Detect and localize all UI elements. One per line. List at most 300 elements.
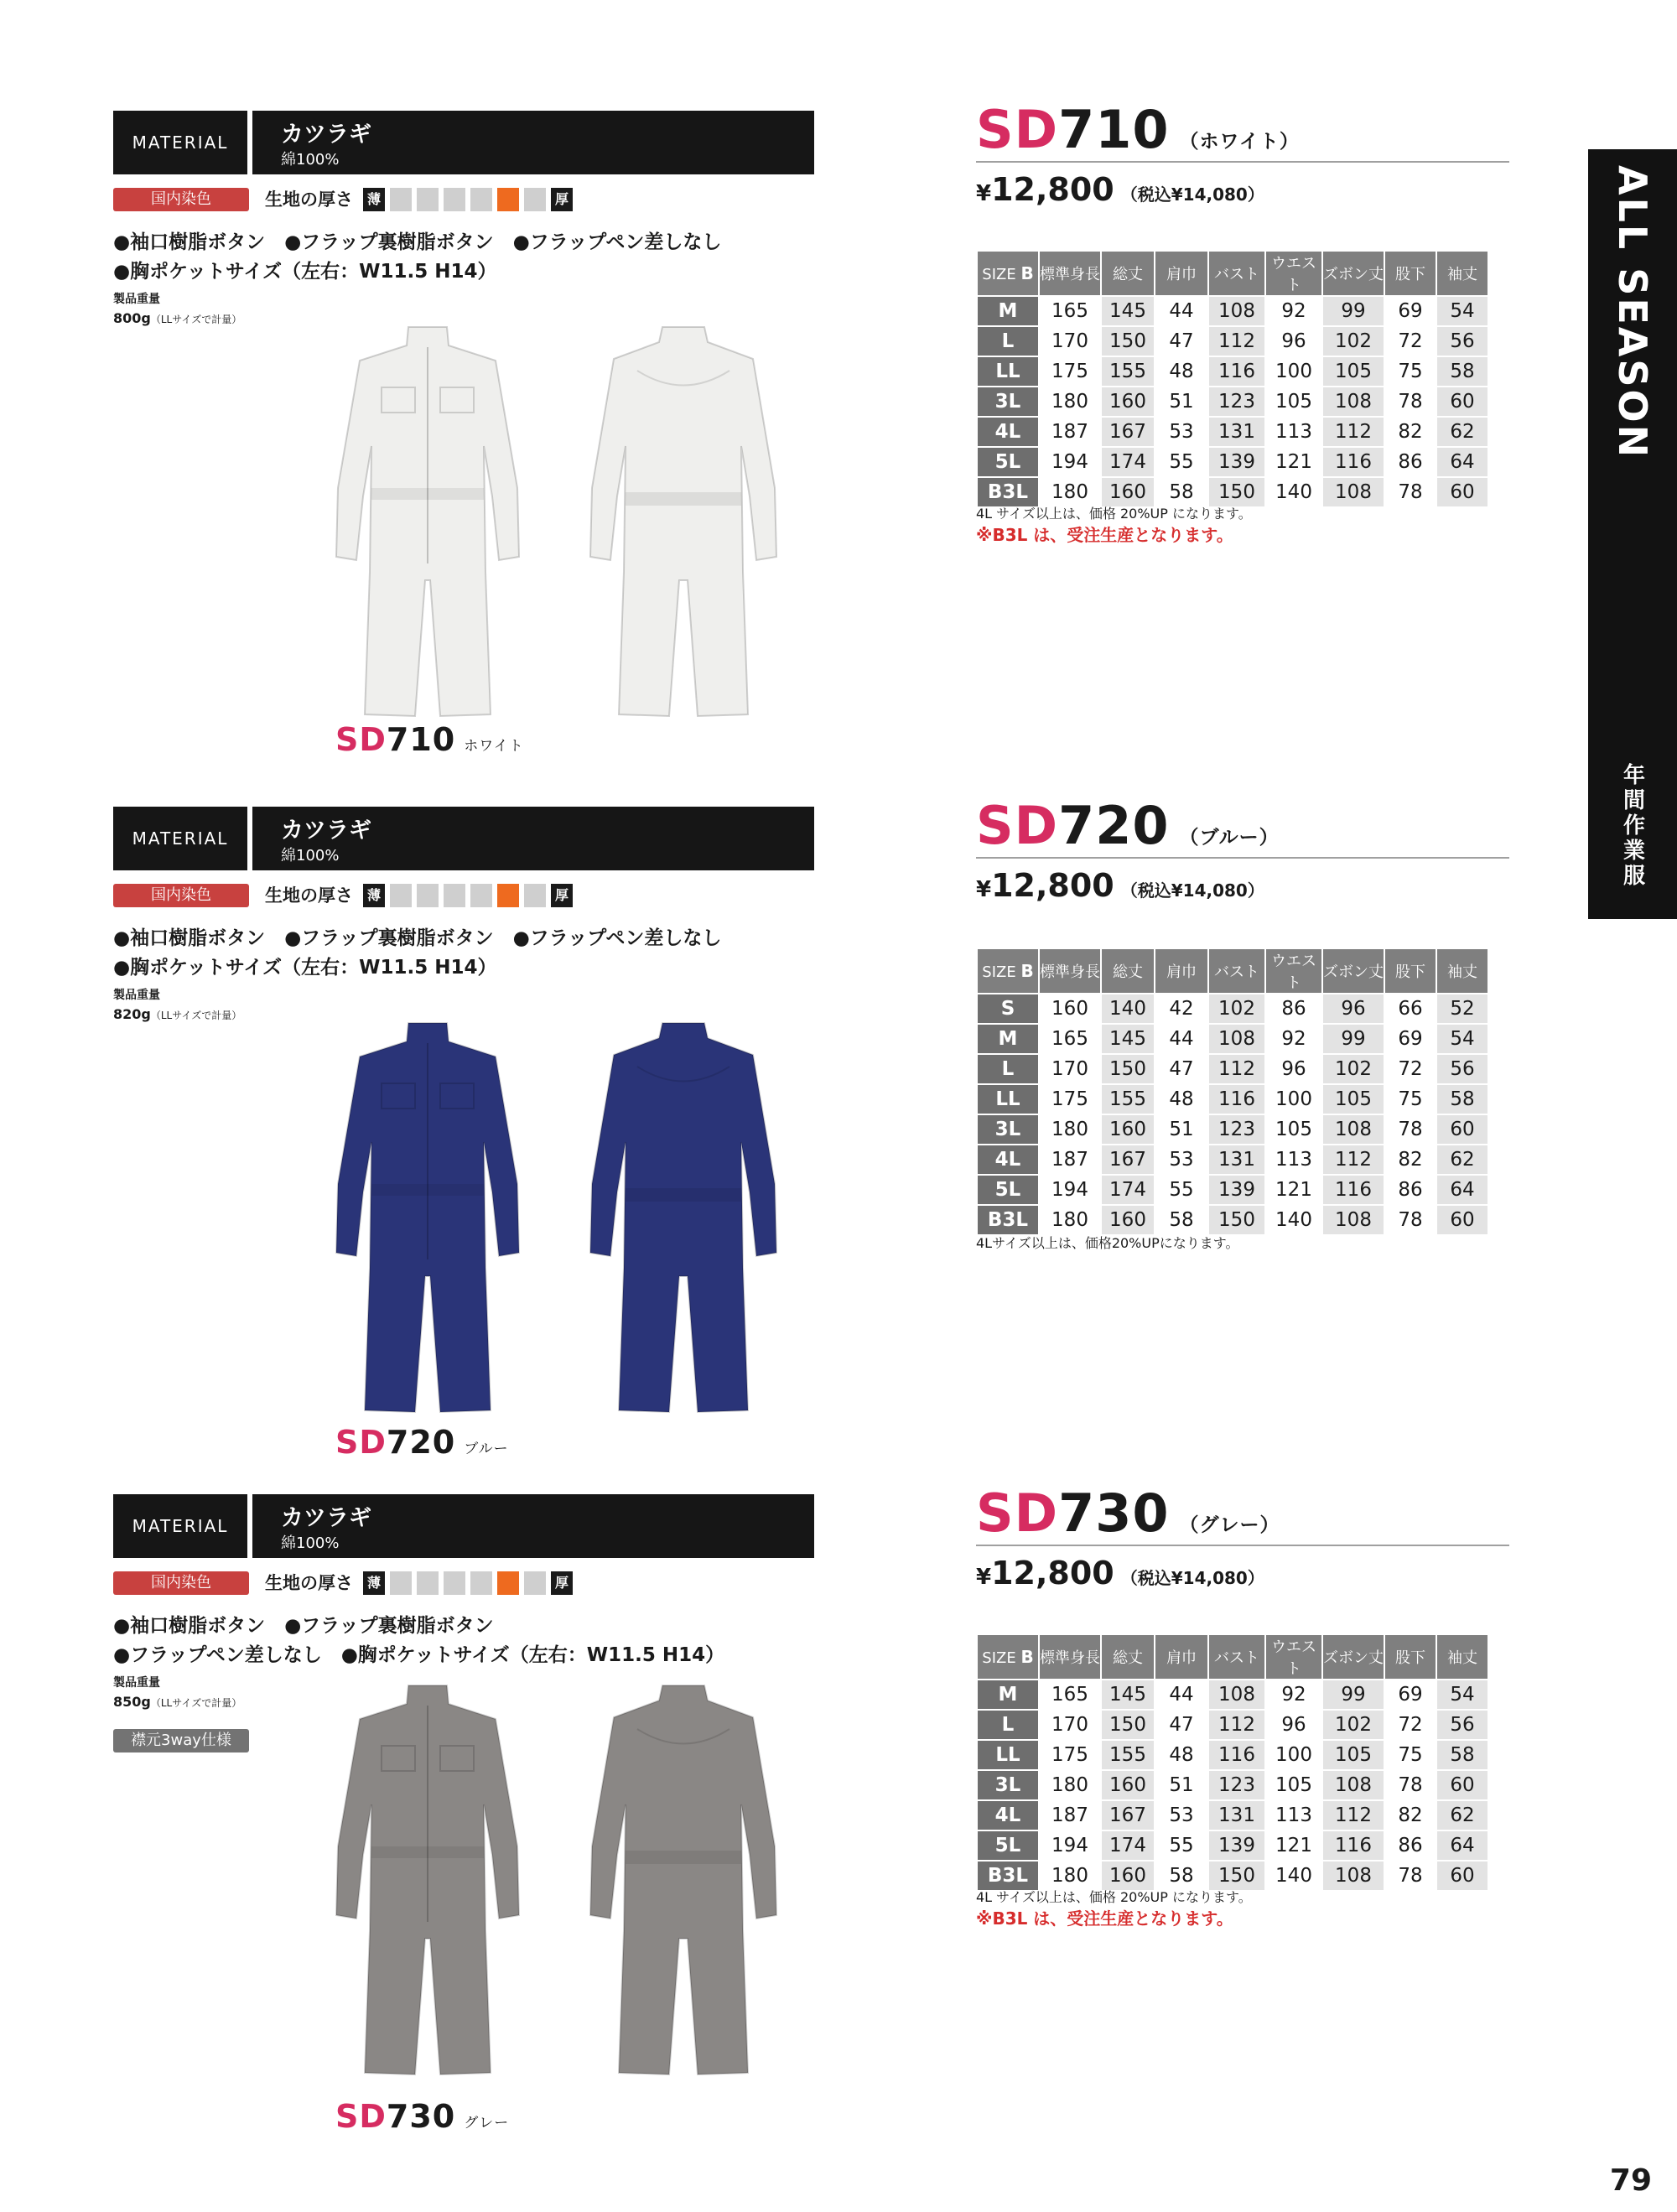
thickness-cell — [444, 188, 465, 211]
table-header-row — [977, 251, 1488, 296]
weight-label: 製品重量 — [113, 989, 160, 1002]
thick-marker: 厚 — [551, 188, 573, 211]
table-cell: 102 — [1208, 994, 1265, 1024]
thickness-cell-selected — [497, 1571, 519, 1595]
table-cell: 180 — [1039, 387, 1101, 417]
table-cell: 96 — [1322, 994, 1384, 1024]
thickness-cell — [470, 1571, 492, 1595]
size-note: 4Lサイズ以上は、価格20%UPになります。 — [976, 1235, 1239, 1251]
table-cell: 86 — [1384, 1830, 1436, 1861]
size-table — [976, 1633, 1489, 1892]
garment-front-image — [331, 1016, 524, 1431]
table-cell: 86 — [1384, 447, 1436, 477]
table-cell: 180 — [1039, 1861, 1101, 1891]
size-cell: LL — [977, 1740, 1039, 1770]
thickness-cell — [417, 188, 439, 211]
table-cell: 150 — [1208, 1205, 1265, 1235]
table-cell: 150 — [1101, 1710, 1155, 1740]
table-cell: 108 — [1208, 1024, 1265, 1054]
table-header-row — [977, 1634, 1488, 1680]
feature-line: ●袖口樹脂ボタン ●フラップ裏樹脂ボタン ●フラップペン差しなし — [113, 927, 722, 949]
table-cell: 99 — [1322, 1680, 1384, 1710]
thickness-cell — [470, 188, 492, 211]
table-cell: 47 — [1155, 326, 1208, 356]
table-cell: 42 — [1155, 994, 1208, 1024]
table-cell: 96 — [1265, 1710, 1322, 1740]
table-cell: 165 — [1039, 1680, 1101, 1710]
material-name: カツラギ — [281, 122, 371, 148]
table-row — [977, 1800, 1488, 1830]
table-cell: 92 — [1265, 1680, 1322, 1710]
table-row — [977, 1084, 1488, 1114]
table-cell: 112 — [1322, 417, 1384, 447]
table-cell: 116 — [1208, 1084, 1265, 1114]
table-cell: 60 — [1436, 1770, 1488, 1800]
table-cell: 75 — [1384, 356, 1436, 387]
table-cell: 48 — [1155, 1740, 1208, 1770]
table-cell: 44 — [1155, 1024, 1208, 1054]
table-header: 袖丈 — [1436, 948, 1488, 994]
size-cell: 4L — [977, 1145, 1039, 1175]
size-cell: B3L — [977, 1861, 1039, 1891]
table-cell: 51 — [1155, 1114, 1208, 1145]
feature-list — [113, 1612, 724, 1670]
table-cell: 112 — [1322, 1145, 1384, 1175]
table-cell: 82 — [1384, 1800, 1436, 1830]
table-cell: 170 — [1039, 326, 1101, 356]
table-cell: 102 — [1322, 1054, 1384, 1084]
table-cell: 108 — [1322, 1861, 1384, 1891]
size-cell: B3L — [977, 477, 1039, 507]
table-cell: 56 — [1436, 326, 1488, 356]
product-title: SD730 （グレー） — [976, 1482, 1280, 1544]
table-row — [977, 296, 1488, 326]
table-cell: 92 — [1265, 296, 1322, 326]
table-header: 標準身長 — [1039, 251, 1101, 296]
thickness-cell — [390, 188, 412, 211]
thick-marker: 厚 — [551, 884, 573, 907]
table-cell: 44 — [1155, 296, 1208, 326]
table-cell: 150 — [1101, 326, 1155, 356]
table-cell: 99 — [1322, 296, 1384, 326]
size-cell: 4L — [977, 1800, 1039, 1830]
table-cell: 112 — [1208, 326, 1265, 356]
table-cell: 175 — [1039, 1084, 1101, 1114]
table-cell: 145 — [1101, 1680, 1155, 1710]
table-cell: 108 — [1322, 477, 1384, 507]
table-cell: 100 — [1265, 1084, 1322, 1114]
table-cell: 55 — [1155, 1830, 1208, 1861]
material-tag: MATERIAL — [132, 132, 229, 153]
table-row — [977, 326, 1488, 356]
table-cell: 56 — [1436, 1054, 1488, 1084]
table-cell: 78 — [1384, 477, 1436, 507]
table-cell: 69 — [1384, 1024, 1436, 1054]
table-header: SIZE B — [977, 251, 1039, 296]
garment-front-image — [331, 320, 524, 735]
table-header: 股下 — [1384, 251, 1436, 296]
material-name: カツラギ — [281, 818, 371, 844]
feature-list — [113, 924, 721, 983]
table-cell: 167 — [1101, 417, 1155, 447]
table-cell: 123 — [1208, 1770, 1265, 1800]
table-header: 股下 — [1384, 1634, 1436, 1680]
table-header: ウエスト — [1265, 251, 1322, 296]
price: ¥12,800 （税込¥14,080） — [976, 867, 1264, 904]
table-cell: 160 — [1101, 1114, 1155, 1145]
title-rule — [976, 161, 1509, 163]
table-cell: 112 — [1208, 1710, 1265, 1740]
table-cell: 58 — [1436, 356, 1488, 387]
table-cell: 180 — [1039, 1114, 1101, 1145]
table-cell: 53 — [1155, 417, 1208, 447]
table-cell: 165 — [1039, 1024, 1101, 1054]
category-label: 年間作業服 — [1619, 763, 1645, 889]
table-cell: 112 — [1208, 1054, 1265, 1084]
table-cell: 55 — [1155, 1175, 1208, 1205]
title-rule — [976, 1545, 1509, 1546]
table-cell: 145 — [1101, 1024, 1155, 1054]
table-cell: 113 — [1265, 1145, 1322, 1175]
table-cell: 102 — [1322, 1710, 1384, 1740]
table-cell: 78 — [1384, 1205, 1436, 1235]
material-composition: 綿100% — [281, 1534, 340, 1552]
table-cell: 53 — [1155, 1800, 1208, 1830]
material-name: カツラギ — [281, 1505, 371, 1531]
table-cell: 56 — [1436, 1710, 1488, 1740]
thickness-cell — [417, 1571, 439, 1595]
table-cell: 64 — [1436, 447, 1488, 477]
table-header: 肩巾 — [1155, 1634, 1208, 1680]
size-cell: L — [977, 1710, 1039, 1740]
table-cell: 48 — [1155, 356, 1208, 387]
table-row — [977, 1830, 1488, 1861]
thickness-label: 生地の厚さ — [265, 190, 353, 210]
size-cell: 3L — [977, 1770, 1039, 1800]
table-cell: 60 — [1436, 1205, 1488, 1235]
thickness-cell — [390, 884, 412, 907]
table-cell: 99 — [1322, 1024, 1384, 1054]
size-cell: B3L — [977, 1205, 1039, 1235]
table-cell: 116 — [1322, 1175, 1384, 1205]
size-cell: LL — [977, 356, 1039, 387]
weight-value: 800g（LLサイズで計量） — [113, 310, 242, 326]
table-cell: 72 — [1384, 1054, 1436, 1084]
weight-label: 製品重量 — [113, 1676, 160, 1690]
table-cell: 121 — [1265, 447, 1322, 477]
table-row — [977, 447, 1488, 477]
image-caption: SD710 ホワイト — [335, 721, 524, 758]
feature-line: ●胸ポケットサイズ（左右：W11.5 H14） — [113, 957, 497, 979]
table-cell: 100 — [1265, 356, 1322, 387]
table-cell: 58 — [1155, 1861, 1208, 1891]
table-cell: 82 — [1384, 1145, 1436, 1175]
table-cell: 66 — [1384, 994, 1436, 1024]
thickness-label: 生地の厚さ — [265, 1573, 353, 1593]
size-cell: M — [977, 1680, 1039, 1710]
table-row — [977, 1145, 1488, 1175]
table-cell: 100 — [1265, 1740, 1322, 1770]
table-header: ズボン丈 — [1322, 948, 1384, 994]
thickness-cell-selected — [497, 188, 519, 211]
table-cell: 86 — [1265, 994, 1322, 1024]
size-cell: M — [977, 296, 1039, 326]
table-cell: 78 — [1384, 1114, 1436, 1145]
thin-marker: 薄 — [363, 188, 385, 211]
table-cell: 58 — [1436, 1740, 1488, 1770]
table-row — [977, 1770, 1488, 1800]
table-cell: 72 — [1384, 326, 1436, 356]
table-cell: 174 — [1101, 1175, 1155, 1205]
size-cell: L — [977, 1054, 1039, 1084]
feature-line: ●胸ポケットサイズ（左右：W11.5 H14） — [113, 261, 497, 283]
table-cell: 54 — [1436, 296, 1488, 326]
table-cell: 53 — [1155, 1145, 1208, 1175]
table-cell: 174 — [1101, 447, 1155, 477]
thickness-scale — [363, 188, 573, 211]
table-cell: 150 — [1208, 1861, 1265, 1891]
table-cell: 194 — [1039, 1830, 1101, 1861]
product-title: SD720 （ブルー） — [976, 795, 1280, 856]
table-cell: 160 — [1101, 1770, 1155, 1800]
table-cell: 175 — [1039, 356, 1101, 387]
table-cell: 140 — [1101, 994, 1155, 1024]
size-cell: 3L — [977, 387, 1039, 417]
table-cell: 96 — [1265, 1054, 1322, 1084]
thick-marker: 厚 — [551, 1571, 573, 1595]
table-cell: 167 — [1101, 1145, 1155, 1175]
table-cell: 58 — [1155, 477, 1208, 507]
table-cell: 121 — [1265, 1830, 1322, 1861]
table-header: ズボン丈 — [1322, 1634, 1384, 1680]
table-row — [977, 1114, 1488, 1145]
table-cell: 174 — [1101, 1830, 1155, 1861]
table-cell: 108 — [1208, 1680, 1265, 1710]
table-cell: 62 — [1436, 1145, 1488, 1175]
garment-back-image — [587, 320, 780, 735]
thickness-scale — [363, 1571, 573, 1595]
table-cell: 170 — [1039, 1710, 1101, 1740]
table-cell: 47 — [1155, 1054, 1208, 1084]
material-bar — [113, 111, 814, 174]
table-header-row — [977, 948, 1488, 994]
table-cell: 160 — [1039, 994, 1101, 1024]
material-bar — [113, 807, 814, 870]
material-divider — [247, 111, 252, 174]
table-header: 股下 — [1384, 948, 1436, 994]
table-cell: 78 — [1384, 1861, 1436, 1891]
table-cell: 139 — [1208, 447, 1265, 477]
table-cell: 160 — [1101, 387, 1155, 417]
size-cell: S — [977, 994, 1039, 1024]
table-cell: 58 — [1436, 1084, 1488, 1114]
table-cell: 116 — [1322, 1830, 1384, 1861]
table-cell: 105 — [1265, 1770, 1322, 1800]
table-header: 肩巾 — [1155, 948, 1208, 994]
table-cell: 105 — [1322, 1084, 1384, 1114]
order-warning: ※B3L は、受注生産となります。 — [976, 1908, 1233, 1929]
title-rule — [976, 857, 1509, 859]
table-cell: 62 — [1436, 1800, 1488, 1830]
garment-back-image — [587, 1016, 780, 1431]
table-header: ズボン丈 — [1322, 251, 1384, 296]
size-cell: L — [977, 326, 1039, 356]
thickness-label: 生地の厚さ — [265, 885, 353, 906]
table-cell: 44 — [1155, 1680, 1208, 1710]
thin-marker: 薄 — [363, 1571, 385, 1595]
feature-line: ●フラップペン差しなし ●胸ポケットサイズ（左右：W11.5 H14） — [113, 1644, 725, 1666]
table-header: バスト — [1208, 1634, 1265, 1680]
table-cell: 140 — [1265, 1861, 1322, 1891]
table-cell: 69 — [1384, 296, 1436, 326]
thickness-cell-selected — [497, 884, 519, 907]
table-cell: 187 — [1039, 1800, 1101, 1830]
table-header: 袖丈 — [1436, 251, 1488, 296]
size-table — [976, 948, 1489, 1236]
table-header: バスト — [1208, 251, 1265, 296]
table-cell: 113 — [1265, 1800, 1322, 1830]
thickness-cell — [444, 1571, 465, 1595]
table-cell: 123 — [1208, 387, 1265, 417]
table-cell: 180 — [1039, 477, 1101, 507]
material-tag: MATERIAL — [132, 828, 229, 849]
material-composition: 綿100% — [281, 151, 340, 169]
table-cell: 131 — [1208, 417, 1265, 447]
table-cell: 170 — [1039, 1054, 1101, 1084]
table-cell: 86 — [1384, 1175, 1436, 1205]
table-header: 標準身長 — [1039, 948, 1101, 994]
table-row — [977, 1024, 1488, 1054]
product-title: SD710 （ホワイト） — [976, 99, 1300, 160]
size-cell: 5L — [977, 1175, 1039, 1205]
table-row — [977, 417, 1488, 447]
size-cell: 5L — [977, 447, 1039, 477]
table-cell: 54 — [1436, 1024, 1488, 1054]
table-cell: 105 — [1265, 387, 1322, 417]
table-cell: 51 — [1155, 1770, 1208, 1800]
table-cell: 48 — [1155, 1084, 1208, 1114]
size-cell: 3L — [977, 1114, 1039, 1145]
table-cell: 165 — [1039, 296, 1101, 326]
table-cell: 140 — [1265, 477, 1322, 507]
table-cell: 175 — [1039, 1740, 1101, 1770]
table-cell: 180 — [1039, 1770, 1101, 1800]
table-cell: 108 — [1322, 387, 1384, 417]
table-cell: 108 — [1322, 1770, 1384, 1800]
thickness-cell — [524, 884, 546, 907]
dye-tag: 国内染色 — [113, 1571, 249, 1595]
garment-back-image — [587, 1679, 780, 2093]
product-section-730 — [0, 1482, 1677, 2165]
table-cell: 108 — [1208, 296, 1265, 326]
table-cell: 96 — [1265, 326, 1322, 356]
thickness-cell — [524, 1571, 546, 1595]
page-number: 79 — [1609, 2163, 1652, 2198]
size-cell: LL — [977, 1084, 1039, 1114]
table-cell: 150 — [1208, 477, 1265, 507]
feature-list — [113, 228, 721, 287]
table-cell: 116 — [1322, 447, 1384, 477]
table-header: 袖丈 — [1436, 1634, 1488, 1680]
feature-line: ●袖口樹脂ボタン ●フラップ裏樹脂ボタン ●フラップペン差しなし — [113, 231, 722, 253]
size-cell: 5L — [977, 1830, 1039, 1861]
table-cell: 194 — [1039, 1175, 1101, 1205]
dye-tag: 国内染色 — [113, 884, 249, 907]
garment-front-image — [331, 1679, 524, 2093]
table-row — [977, 1175, 1488, 1205]
table-row — [977, 994, 1488, 1024]
table-row — [977, 356, 1488, 387]
table-cell: 54 — [1436, 1680, 1488, 1710]
table-cell: 75 — [1384, 1740, 1436, 1770]
table-row — [977, 1054, 1488, 1084]
thin-marker: 薄 — [363, 884, 385, 907]
table-cell: 108 — [1322, 1205, 1384, 1235]
image-caption: SD730 グレー — [335, 2098, 510, 2135]
table-cell: 187 — [1039, 1145, 1101, 1175]
table-cell: 180 — [1039, 1205, 1101, 1235]
table-header: 総丈 — [1101, 1634, 1155, 1680]
product-section-710 — [0, 99, 1677, 781]
size-note: 4L サイズ以上は、価格 20%UP になります。 — [976, 1889, 1252, 1905]
table-header: SIZE B — [977, 948, 1039, 994]
table-cell: 131 — [1208, 1145, 1265, 1175]
table-cell: 116 — [1208, 1740, 1265, 1770]
table-header: 標準身長 — [1039, 1634, 1101, 1680]
table-cell: 60 — [1436, 477, 1488, 507]
table-cell: 105 — [1322, 356, 1384, 387]
table-cell: 78 — [1384, 387, 1436, 417]
table-cell: 139 — [1208, 1175, 1265, 1205]
table-header: ウエスト — [1265, 948, 1322, 994]
table-row — [977, 1205, 1488, 1235]
material-divider — [247, 1494, 252, 1558]
table-cell: 78 — [1384, 1770, 1436, 1800]
table-header: バスト — [1208, 948, 1265, 994]
table-cell: 123 — [1208, 1114, 1265, 1145]
table-header: 肩巾 — [1155, 251, 1208, 296]
price: ¥12,800 （税込¥14,080） — [976, 171, 1264, 208]
weight-label: 製品重量 — [113, 293, 160, 306]
table-header: 総丈 — [1101, 251, 1155, 296]
thickness-cell — [444, 884, 465, 907]
thickness-cell — [524, 188, 546, 211]
thickness-scale — [363, 884, 573, 907]
table-cell: 51 — [1155, 387, 1208, 417]
table-cell: 155 — [1101, 1740, 1155, 1770]
table-cell: 116 — [1208, 356, 1265, 387]
table-cell: 105 — [1265, 1114, 1322, 1145]
product-section-720 — [0, 795, 1677, 1477]
table-cell: 105 — [1322, 1740, 1384, 1770]
table-cell: 47 — [1155, 1710, 1208, 1740]
weight-value: 820g（LLサイズで計量） — [113, 1006, 242, 1022]
size-cell: M — [977, 1024, 1039, 1054]
table-cell: 64 — [1436, 1830, 1488, 1861]
table-header: SIZE B — [977, 1634, 1039, 1680]
material-composition: 綿100% — [281, 847, 340, 865]
table-cell: 131 — [1208, 1800, 1265, 1830]
table-cell: 187 — [1039, 417, 1101, 447]
table-cell: 155 — [1101, 356, 1155, 387]
table-cell: 108 — [1322, 1114, 1384, 1145]
weight-value: 850g（LLサイズで計量） — [113, 1694, 242, 1710]
collar-badge: 襟元3way仕様 — [113, 1729, 249, 1752]
table-cell: 150 — [1101, 1054, 1155, 1084]
table-cell: 121 — [1265, 1175, 1322, 1205]
table-cell: 60 — [1436, 1861, 1488, 1891]
table-row — [977, 1710, 1488, 1740]
